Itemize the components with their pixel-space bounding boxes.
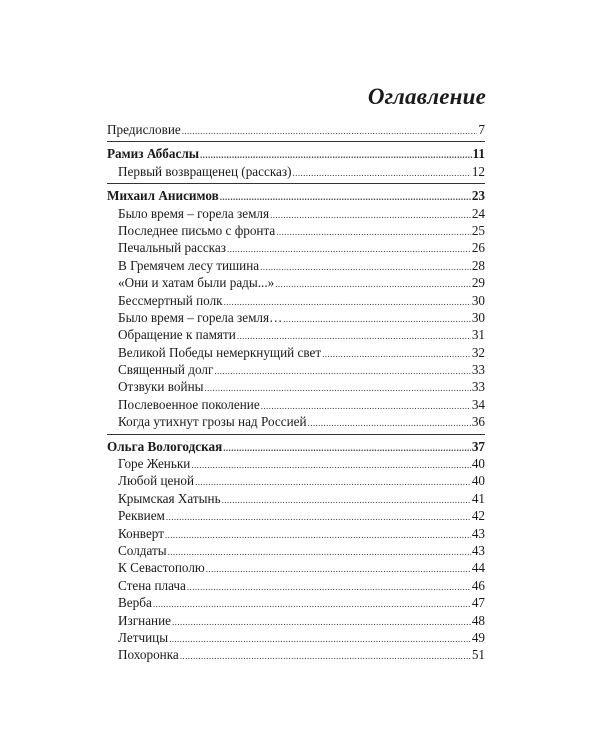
toc-entry[interactable] <box>107 396 485 413</box>
toc-entry-page: 46 <box>471 577 485 593</box>
author-page: 37 <box>471 438 485 454</box>
toc-entry-page: 49 <box>471 629 485 645</box>
toc-entry-title: Солдаты <box>118 542 167 558</box>
leader-dots <box>182 123 478 140</box>
toc-entry-title: «Они и хатам были рады...» <box>118 275 275 291</box>
author-page: 23 <box>471 188 485 204</box>
toc-entry[interactable] <box>107 163 485 180</box>
toc-entry-page: 34 <box>471 396 485 412</box>
toc-entry-page: 26 <box>471 240 485 256</box>
toc-entry-title: Печальный рассказ <box>118 240 226 256</box>
toc-entry-title: Бессмертный полк <box>118 292 223 308</box>
toc-author-entry[interactable] <box>107 145 485 162</box>
leader-dots <box>206 561 471 578</box>
toc-entry-preface[interactable] <box>107 121 485 138</box>
leader-dots <box>214 363 470 380</box>
toc-entry[interactable] <box>107 344 485 361</box>
leader-dots <box>169 631 471 648</box>
toc-entry-title: Стена плача <box>118 577 186 593</box>
leader-dots <box>180 648 471 665</box>
toc-entry[interactable] <box>107 361 485 378</box>
author-page: 11 <box>472 146 485 162</box>
toc-entry-title: Было время – горела земля… <box>118 309 283 325</box>
toc-entry-page: 28 <box>471 257 485 273</box>
toc-entry[interactable] <box>107 222 485 239</box>
leader-dots <box>275 276 471 293</box>
toc-entry-page: 30 <box>471 292 485 308</box>
toc-entry[interactable] <box>107 646 485 663</box>
toc-entry-page: 33 <box>471 379 485 395</box>
toc-entry[interactable] <box>107 257 485 274</box>
toc-entry-title: Предисловие <box>107 122 181 137</box>
toc-entry-page: 33 <box>471 362 485 378</box>
toc-entry[interactable] <box>107 292 485 309</box>
toc-entry-title: Обращение к памяти <box>118 327 236 343</box>
section-divider <box>107 141 485 142</box>
toc-author-entry[interactable] <box>107 187 485 204</box>
leader-dots <box>195 474 471 491</box>
toc-entry-title: Последнее письмо с фронта <box>118 222 276 238</box>
toc-entry-title: Верба <box>118 595 152 611</box>
toc-entry-page: 44 <box>471 560 485 576</box>
toc-entry[interactable] <box>107 577 485 594</box>
leader-dots <box>187 579 471 596</box>
toc-entry-title: Священный долг <box>118 362 214 378</box>
leader-dots <box>166 509 471 526</box>
toc-entry-page: 24 <box>471 205 485 221</box>
leader-dots <box>270 207 471 224</box>
leader-dots <box>222 492 471 509</box>
toc-entry-page: 30 <box>471 309 485 325</box>
toc-entry-page: 32 <box>471 344 485 360</box>
toc-author-entry[interactable] <box>107 438 485 455</box>
toc-entry-page: 48 <box>471 612 485 628</box>
toc-entry[interactable] <box>107 490 485 507</box>
toc-entry-page: 47 <box>471 595 485 611</box>
toc-entry[interactable] <box>107 413 485 430</box>
toc-entry[interactable] <box>107 455 485 472</box>
leader-dots <box>276 224 471 241</box>
toc-entry[interactable] <box>107 205 485 222</box>
toc-entry-title: Когда утихнут грозы над Россией <box>118 414 307 430</box>
toc-entry-title: Любой ценой <box>118 473 195 489</box>
toc-entry[interactable] <box>107 612 485 629</box>
toc-entry-page: 40 <box>471 473 485 489</box>
leader-dots <box>168 544 471 561</box>
toc-entry-page: 25 <box>471 222 485 238</box>
toc-entry[interactable] <box>107 525 485 542</box>
toc-entry[interactable] <box>107 326 485 343</box>
leader-dots <box>165 527 471 544</box>
author-name: Рамиз Аббаслы <box>107 146 200 162</box>
toc-entry[interactable] <box>107 542 485 559</box>
toc-entry-page: 29 <box>471 275 485 291</box>
toc-entry-page: 42 <box>471 508 485 524</box>
leader-dots <box>260 259 471 276</box>
toc-entry[interactable] <box>107 274 485 291</box>
toc-entry-title: Похоронка <box>118 647 179 663</box>
toc-entry[interactable] <box>107 309 485 326</box>
toc-entry-page: 7 <box>478 122 485 137</box>
leader-dots <box>283 311 471 328</box>
toc-entry-page: 36 <box>471 414 485 430</box>
leader-dots <box>223 440 471 457</box>
leader-dots <box>172 614 471 631</box>
toc-entry-page: 43 <box>471 542 485 558</box>
leader-dots <box>293 165 471 182</box>
toc-entry-title: Послевоенное поколение <box>118 396 260 412</box>
leader-dots <box>227 241 471 258</box>
toc-entry-title: Крымская Хатынь <box>118 490 221 506</box>
toc-entry-page: 43 <box>471 525 485 541</box>
table-of-contents <box>107 121 485 664</box>
toc-entry-title: Изгнание <box>118 612 172 628</box>
toc-entry-page: 31 <box>471 327 485 343</box>
toc-entry[interactable] <box>107 594 485 611</box>
toc-entry-title: Первый возвращенец (рассказ) <box>118 163 292 179</box>
toc-entry[interactable] <box>107 378 485 395</box>
leader-dots <box>322 346 471 363</box>
section-divider <box>107 434 485 435</box>
toc-entry-page: 12 <box>471 163 485 179</box>
toc-entry-title: Летчицы <box>118 629 169 645</box>
toc-entry[interactable] <box>107 629 485 646</box>
toc-entry-title: Было время – горела земля <box>118 205 270 221</box>
toc-entry-title: В Гремячем лесу тишина <box>118 257 260 273</box>
leader-dots <box>191 457 470 474</box>
author-name: Ольга Вологодская <box>107 438 223 454</box>
leader-dots <box>308 415 471 432</box>
toc-entry-page: 41 <box>471 490 485 506</box>
toc-entry[interactable] <box>107 507 485 524</box>
toc-entry-page: 51 <box>471 647 485 663</box>
toc-entry-title: К Севастополю <box>118 560 205 576</box>
toc-entry[interactable] <box>107 559 485 576</box>
toc-entry-title: Отзвуки войны <box>118 379 204 395</box>
leader-dots <box>153 596 471 613</box>
author-name: Михаил Анисимов <box>107 188 219 204</box>
toc-entry-title: Горе Женьки <box>118 456 191 472</box>
toc-entry-page: 40 <box>471 456 485 472</box>
page-title: Оглавление <box>367 84 486 109</box>
toc-entry-title: Великой Победы немеркнущий свет <box>118 344 322 360</box>
toc-entry[interactable] <box>107 472 485 489</box>
toc-entry-title: Реквием <box>118 508 165 524</box>
toc-entry[interactable] <box>107 239 485 256</box>
toc-entry-title: Конверт <box>118 525 164 541</box>
section-divider <box>107 183 485 184</box>
